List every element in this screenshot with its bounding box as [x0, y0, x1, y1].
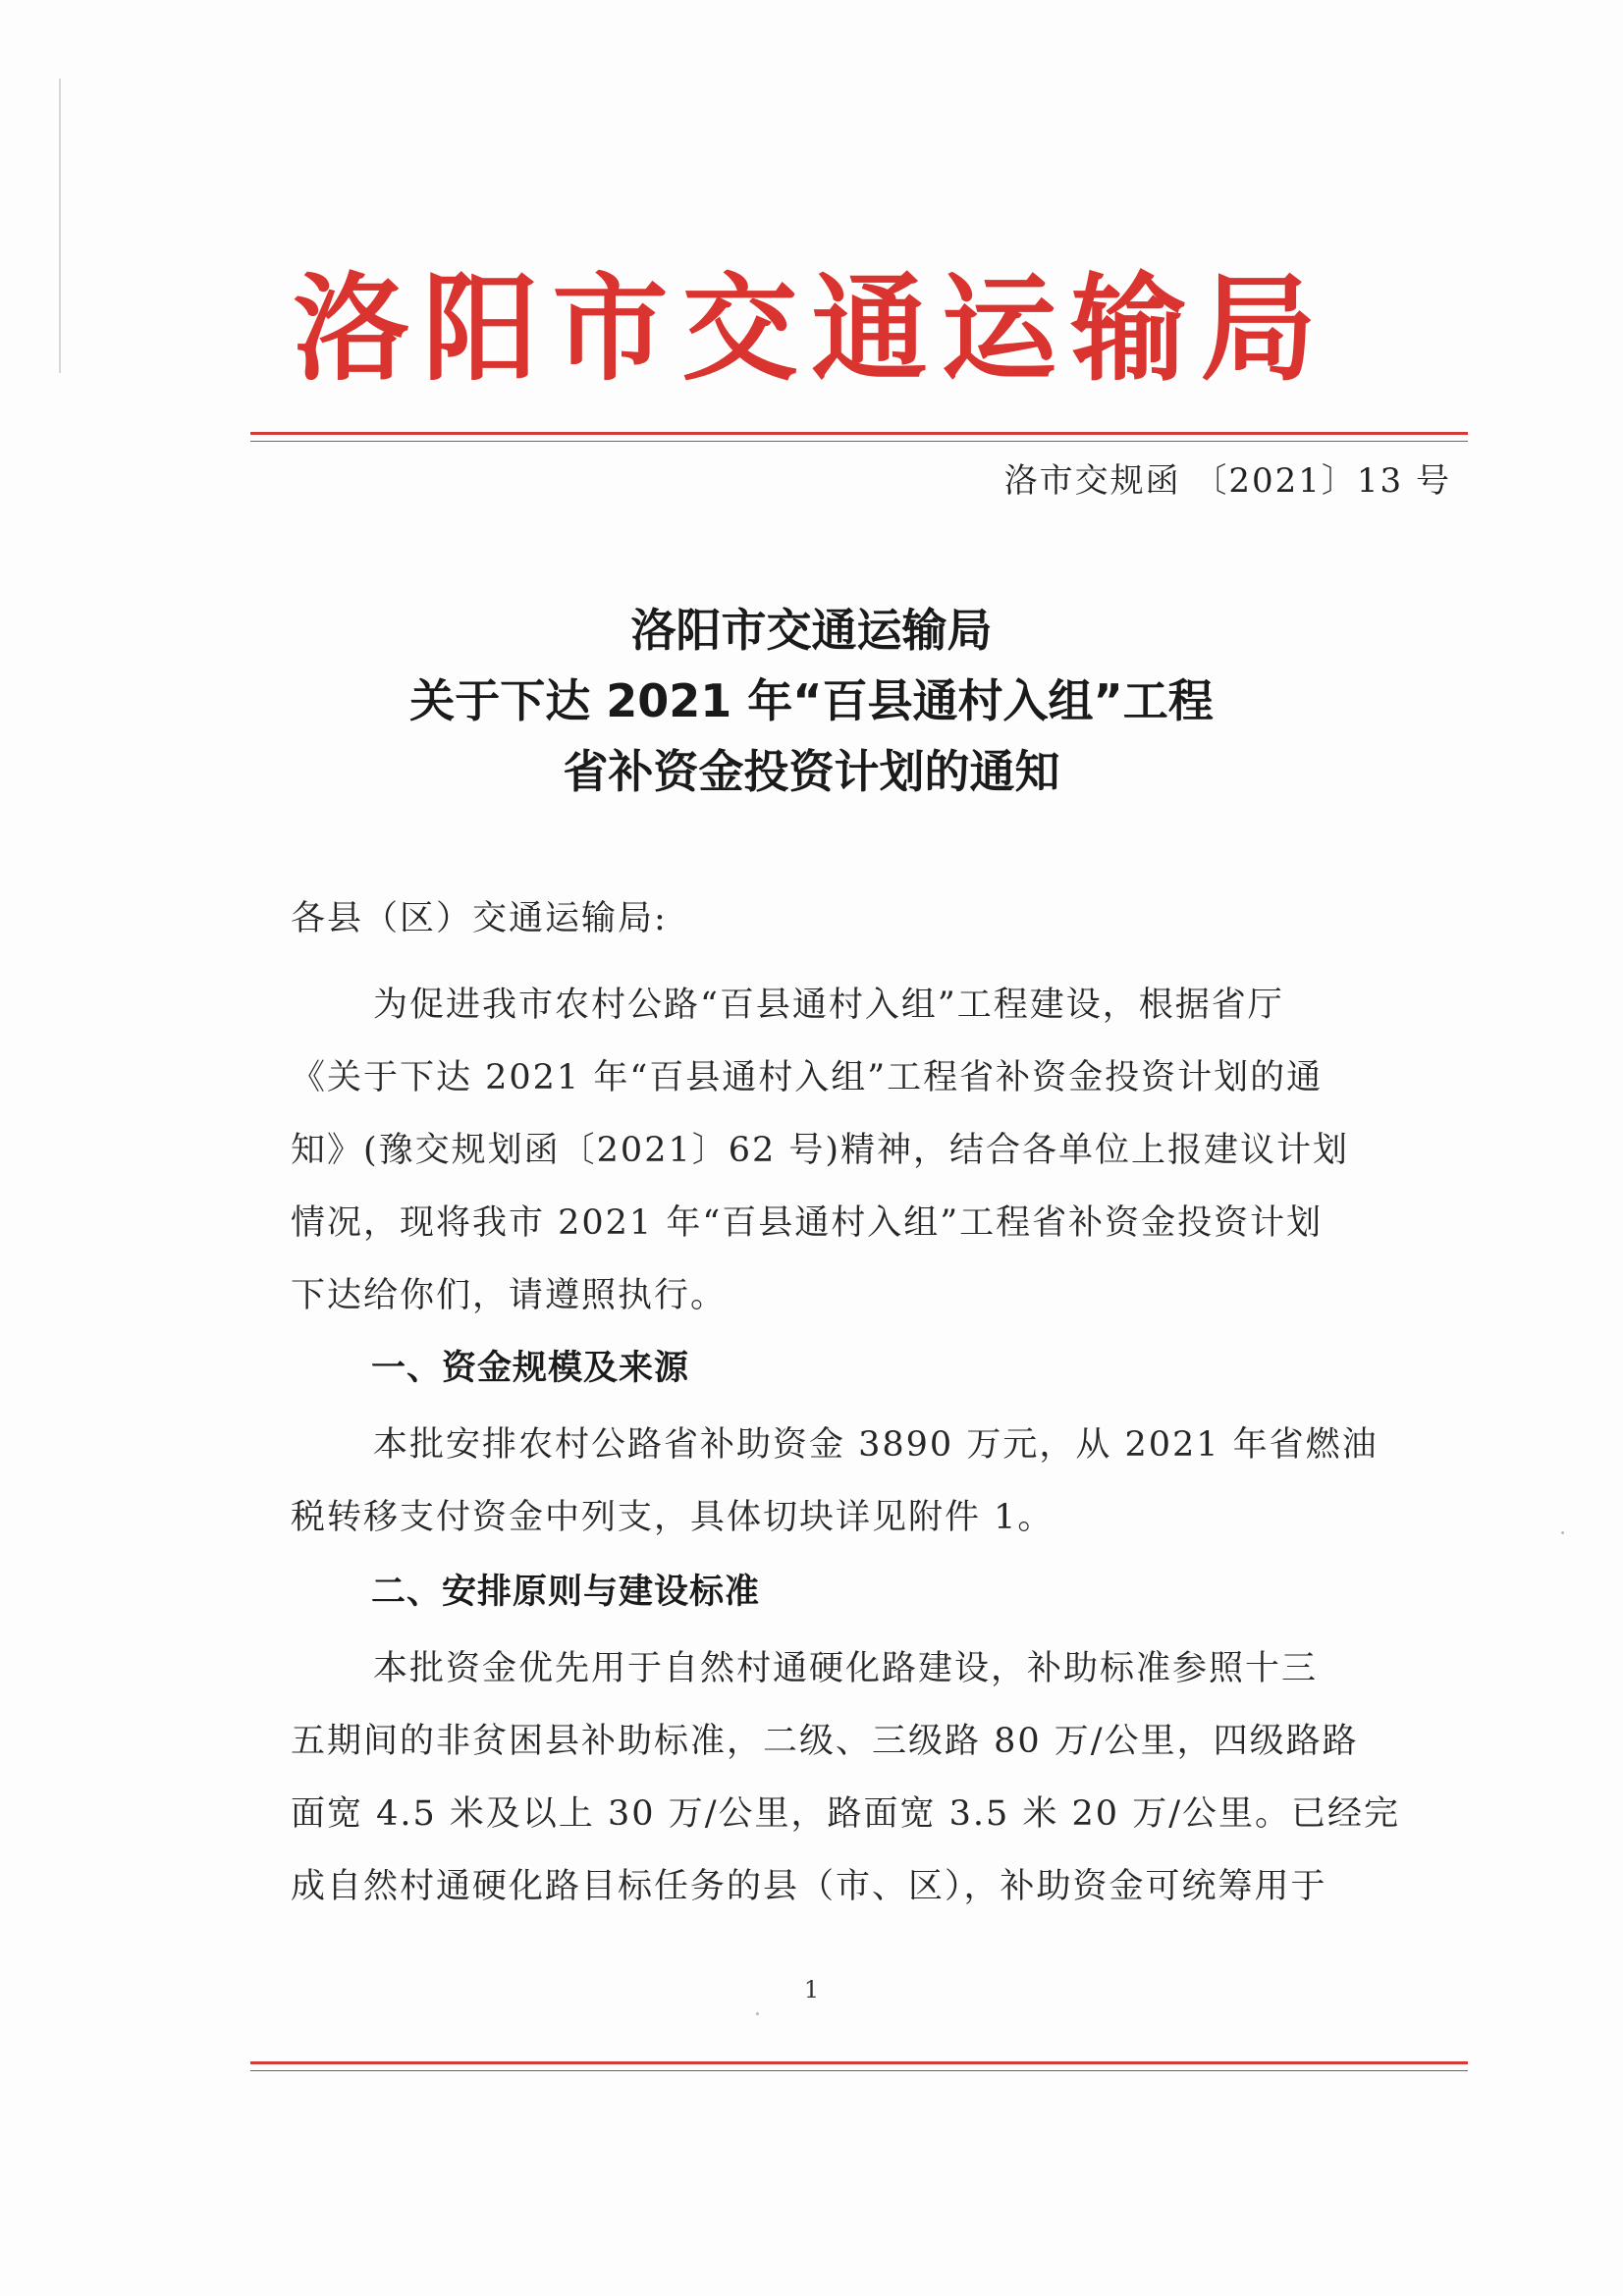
- intro-line-2: 《关于下达 2021 年“百县通村入组”工程省补资金投资计划的通: [291, 1058, 1324, 1097]
- page-number: 1: [803, 1976, 820, 2003]
- title-line-3: 省补资金投资计划的通知: [563, 745, 1060, 798]
- section-2-line-1: 本批资金优先用于自然村通硬化路建设，补助标准参照十三: [373, 1649, 1319, 1688]
- section-1-line-2: 税转移支付资金中列支，具体切块详见附件 1。: [291, 1498, 1055, 1537]
- section-1-line-1: 本批安排农村公路省补助资金 3890 万元，从 2021 年省燃油: [373, 1425, 1379, 1465]
- section-1-heading: 一、资金规模及来源: [371, 1349, 690, 1388]
- intro-line-1: 为促进我市农村公路“百县通村入组”工程建设，根据省厅: [373, 986, 1284, 1025]
- agency-masthead: 洛阳市交通运输局: [293, 260, 1330, 397]
- title-line-2: 关于下达 2021 年“百县通村入组”工程: [409, 674, 1214, 727]
- masthead-red-rule-thin: [250, 441, 1468, 442]
- document-number: 洛市交规函 〔2021〕13 号: [1003, 461, 1451, 501]
- section-2-line-3: 面宽 4.5 米及以上 30 万/公里，路面宽 3.5 米 20 万/公里。已经完: [291, 1794, 1400, 1834]
- scan-speck: [1561, 1531, 1564, 1534]
- footer-red-rule-thin: [250, 2070, 1468, 2071]
- section-2-line-4: 成自然村通硬化路目标任务的县（市、区），补助资金可统筹用于: [291, 1867, 1327, 1906]
- intro-line-4: 情况，现将我市 2021 年“百县通村入组”工程省补资金投资计划: [291, 1203, 1324, 1243]
- footer-red-rule-thick: [250, 2061, 1468, 2064]
- masthead-red-rule-thick: [250, 432, 1468, 435]
- section-2-heading: 二、安排原则与建设标准: [371, 1573, 761, 1612]
- salutation: 各县（区）交通运输局:: [291, 899, 668, 938]
- title-line-1: 洛阳市交通运输局: [630, 604, 993, 657]
- document-title: [0, 595, 1623, 807]
- section-2-line-2: 五期间的非贫困县补助标准，二级、三级路 80 万/公里，四级路路: [291, 1722, 1359, 1761]
- intro-line-5: 下达给你们，请遵照执行。: [291, 1276, 728, 1315]
- scan-speck: [756, 2012, 759, 2015]
- intro-line-3: 知》(豫交规划函〔2021〕62 号)精神，结合各单位上报建议计划: [291, 1131, 1350, 1170]
